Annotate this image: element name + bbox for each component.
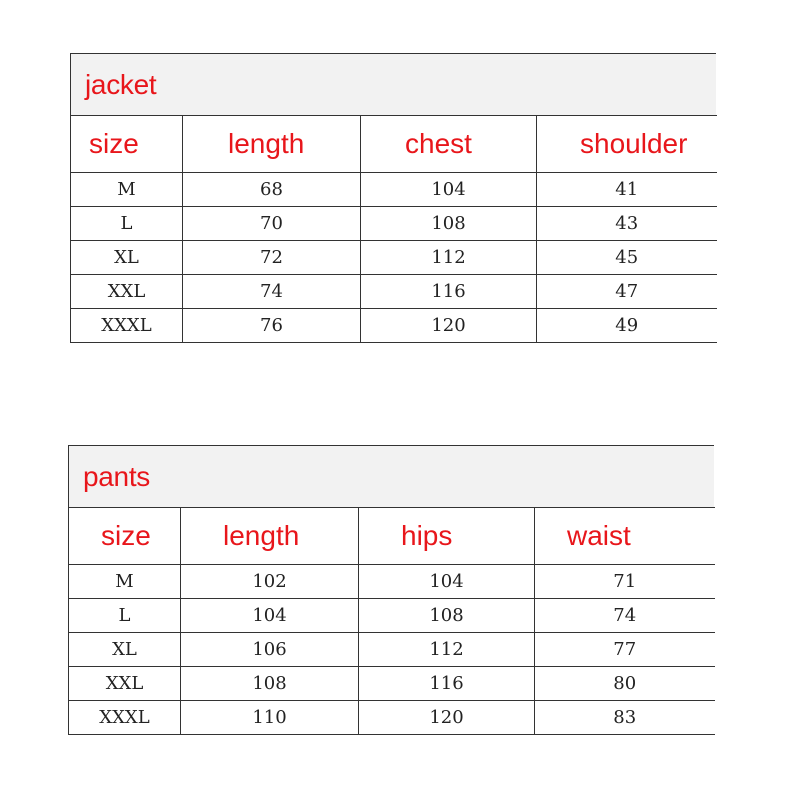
table-cell: 108 — [359, 599, 535, 633]
table-title: jacket — [85, 68, 157, 100]
table-row — [69, 633, 715, 667]
table-cell: 116 — [361, 275, 537, 309]
table-cell: L — [69, 599, 181, 633]
header-row — [71, 116, 717, 173]
table-title-bar — [68, 445, 714, 507]
column-header: shoulder — [537, 116, 717, 173]
table-cell: L — [71, 207, 183, 241]
table-cell: 104 — [359, 565, 535, 599]
table-row — [71, 173, 717, 207]
table-cell: 71 — [535, 565, 715, 599]
table-cell: 106 — [181, 633, 359, 667]
table-cell: XXL — [69, 667, 181, 701]
table-cell: XXL — [71, 275, 183, 309]
table-cell: 112 — [361, 241, 537, 275]
column-header: waist — [535, 508, 715, 565]
column-header: hips — [359, 508, 535, 565]
table-cell: 112 — [359, 633, 535, 667]
table-cell: 120 — [359, 701, 535, 735]
table-cell: 120 — [361, 309, 537, 343]
column-header: size — [69, 508, 181, 565]
pants-size-table — [68, 445, 714, 735]
table-row — [71, 207, 717, 241]
table-cell: 76 — [183, 309, 361, 343]
table-cell: 104 — [361, 173, 537, 207]
table-cell: 43 — [537, 207, 717, 241]
table-cell: 83 — [535, 701, 715, 735]
table-cell: 116 — [359, 667, 535, 701]
table-cell: 49 — [537, 309, 717, 343]
column-header: length — [183, 116, 361, 173]
table-cell: 80 — [535, 667, 715, 701]
table-row — [71, 241, 717, 275]
table-cell: M — [69, 565, 181, 599]
table-cell: 74 — [535, 599, 715, 633]
table-cell: XL — [71, 241, 183, 275]
table-cell: 102 — [181, 565, 359, 599]
table-cell: 72 — [183, 241, 361, 275]
table-cell: XXXL — [69, 701, 181, 735]
table-title-bar — [70, 53, 716, 115]
table-cell: 104 — [181, 599, 359, 633]
table-row — [69, 565, 715, 599]
header-row — [69, 508, 715, 565]
table-cell: 74 — [183, 275, 361, 309]
table-cell: 77 — [535, 633, 715, 667]
table-cell: 68 — [183, 173, 361, 207]
size-chart — [70, 115, 717, 343]
size-chart — [68, 507, 715, 735]
table-cell: XL — [69, 633, 181, 667]
table-cell: 108 — [361, 207, 537, 241]
table-cell: XXXL — [71, 309, 183, 343]
table-cell: 47 — [537, 275, 717, 309]
table-row — [71, 309, 717, 343]
table-cell: 110 — [181, 701, 359, 735]
table-row — [69, 667, 715, 701]
table-row — [69, 599, 715, 633]
table-title: pants — [83, 460, 150, 492]
table-row — [69, 701, 715, 735]
table-cell: 45 — [537, 241, 717, 275]
column-header: chest — [361, 116, 537, 173]
table-cell: 108 — [181, 667, 359, 701]
table-cell: 41 — [537, 173, 717, 207]
column-header: size — [71, 116, 183, 173]
column-header: length — [181, 508, 359, 565]
jacket-size-table — [70, 53, 716, 343]
table-cell: M — [71, 173, 183, 207]
table-row — [71, 275, 717, 309]
table-cell: 70 — [183, 207, 361, 241]
